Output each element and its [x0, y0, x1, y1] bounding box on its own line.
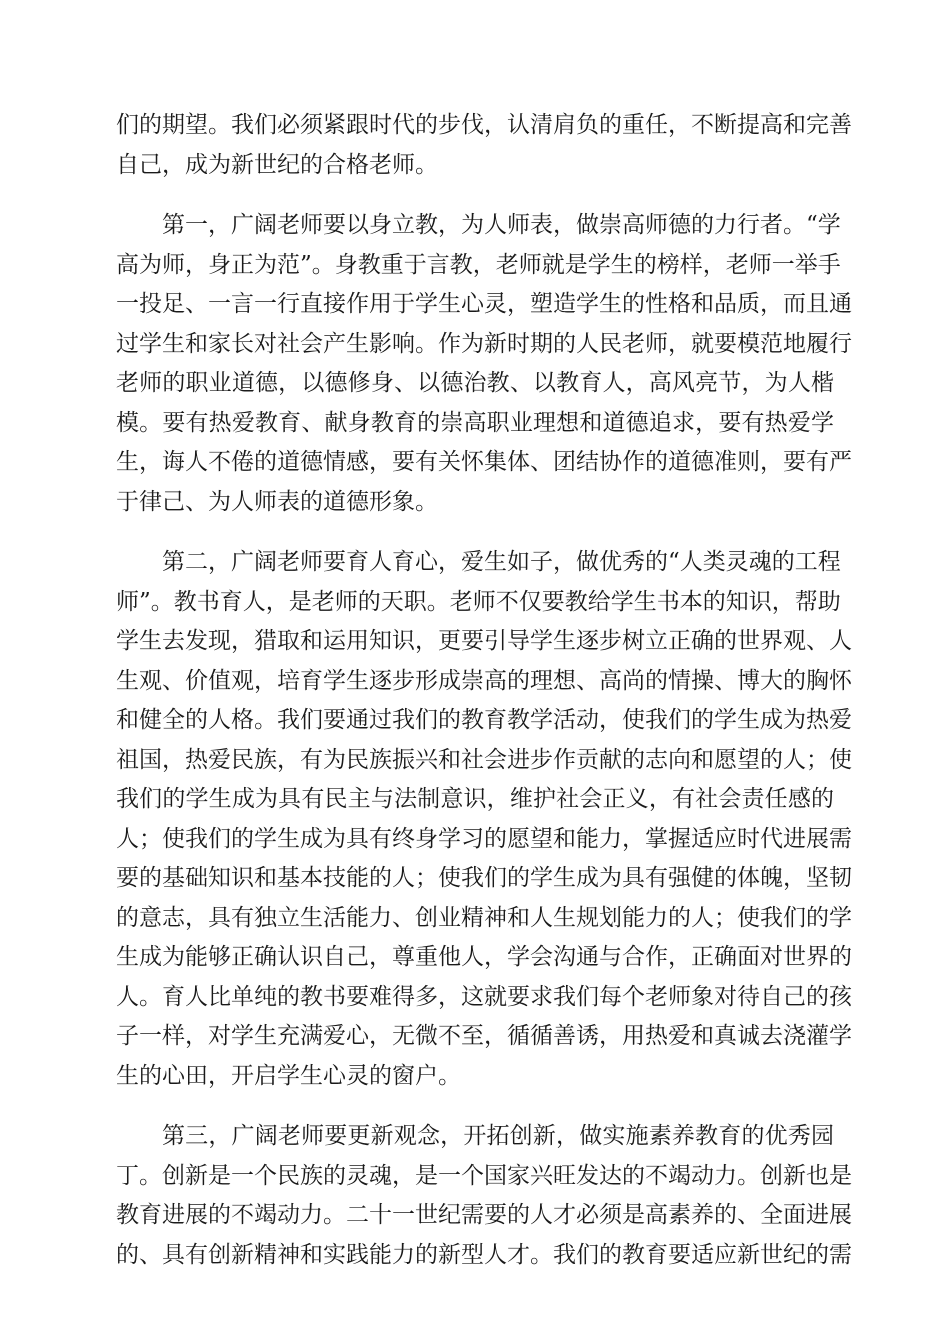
text-line: 第二，广阔老师要育人育心，爱生如子，做优秀的“人类灵魂的工程	[162, 549, 841, 575]
text-line: 一投足、一言一行直接作用于学生心灵，塑造学生的性格和品质，而且通	[116, 291, 852, 317]
text-line: 高为师，身正为范”。身教重于言教，老师就是学生的榜样，老师一举手	[116, 251, 841, 278]
text-line: 的意志，具有独立生活能力、创业精神和人生规划能力的人；使我们的学	[116, 904, 852, 931]
text-line: 老师的职业道德，以德修身、以德治教、以教育人，高风亮节，为人楷	[116, 370, 834, 396]
text-line: 要的基础知识和基本技能的人；使我们的学生成为具有强健的体魄，坚韧	[116, 865, 852, 891]
text-line: 生，诲人不倦的道德情感，要有关怀集体、团结协作的道德准则，要有严	[116, 449, 852, 475]
paragraph-4	[116, 1117, 852, 1275]
text-line: 师”。教书育人，是老师的天职。老师不仅要教给学生书本的知识，帮助	[116, 588, 841, 615]
text-line: 我们的学生成为具有民主与法制意识，维护社会正义，有社会责任感的	[116, 786, 834, 812]
text-line: 生的心田，开启学生心灵的窗户。	[116, 1062, 461, 1089]
text-line: 第三，广阔老师要更新观念，开拓创新，做实施素养教育的优秀园	[162, 1123, 834, 1149]
text-line: 第一，广阔老师要以身立教，为人师表，做崇高师德的力行者。“学	[162, 212, 841, 238]
text-line: 自己，成为新世纪的合格老师。	[116, 151, 438, 178]
text-line: 的、具有创新精神和实践能力的新型人才。我们的教育要适应新世纪的需	[116, 1241, 852, 1268]
paragraph-2	[116, 206, 852, 522]
paragraph-3	[116, 543, 852, 1096]
text-line: 学生去发现，猎取和运用知识，更要引导学生逐步树立正确的世界观、人	[116, 628, 852, 654]
text-line: 生成为能够正确认识自己，尊重他人，学会沟通与合作，正确面对世界的	[116, 944, 852, 970]
document-page	[116, 106, 852, 1296]
text-line: 和健全的人格。我们要通过我们的教育教学活动，使我们的学生成为热爱	[116, 707, 852, 733]
text-line: 们的期望。我们必须紧跟时代的步伐，认清肩负的重任，不断提高和完善	[116, 112, 852, 138]
text-line: 祖国，热爱民族，有为民族振兴和社会进步作贡献的志向和愿望的人；使	[116, 746, 852, 773]
text-line: 子一样，对学生充满爱心，无微不至，循循善诱，用热爱和真诚去浇灌学	[116, 1023, 852, 1049]
text-line: 丁。创新是一个民族的灵魂，是一个国家兴旺发达的不竭动力。创新也是	[116, 1162, 852, 1189]
text-line: 于律己、为人师表的道德形象。	[116, 488, 438, 515]
text-line: 过学生和家长对社会产生影响。作为新时期的人民老师，就要模范地履行	[116, 330, 852, 357]
paragraph-1	[116, 106, 852, 185]
text-line: 人。育人比单纯的教书要难得多，这就要求我们每个老师象对待自己的孩	[116, 983, 852, 1010]
text-line: 人；使我们的学生成为具有终身学习的愿望和能力，掌握适应时代进展需	[116, 825, 852, 852]
text-line: 教育进展的不竭动力。二十一世纪需要的人才必须是高素养的、全面进展	[116, 1202, 852, 1228]
text-line: 模。要有热爱教育、献身教育的崇高职业理想和道德追求，要有热爱学	[116, 409, 834, 436]
text-line: 生观、价值观，培育学生逐步形成崇高的理想、高尚的情操、博大的胸怀	[116, 667, 852, 694]
